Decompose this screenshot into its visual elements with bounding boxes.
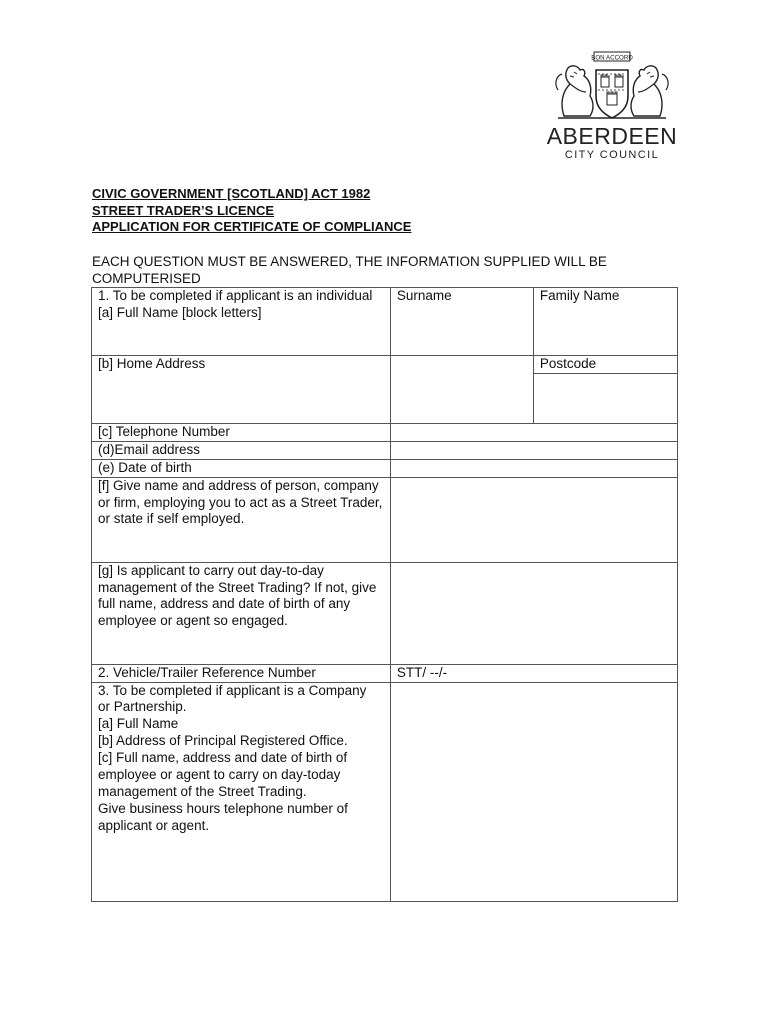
dob-label: (e) Date of birth: [98, 459, 192, 475]
telephone-label: [c] Telephone Number: [98, 423, 230, 439]
vehicle-reference-field[interactable]: [390, 664, 677, 682]
dob-label-cell: [92, 459, 391, 477]
home-address-field[interactable]: [390, 356, 533, 424]
vehicle-reference-value: STT/ --/-: [396, 664, 448, 680]
home-address-label: [b] Home Address: [98, 356, 206, 371]
table-row: [92, 423, 678, 441]
telephone-field[interactable]: [390, 423, 677, 441]
heading-licence: STREET TRADER’S LICENCE: [92, 202, 275, 218]
table-row: [92, 682, 678, 901]
dob-field[interactable]: [390, 459, 677, 477]
table-row: [92, 664, 678, 682]
q1-label-cell: [92, 288, 391, 356]
management-label-cell: [92, 562, 391, 664]
table-row: [92, 288, 678, 356]
heading-act: CIVIC GOVERNMENT [SCOTLAND] ACT 1982: [92, 186, 371, 201]
q3-line: [b] Address of Principal Registered Office.: [98, 733, 348, 749]
employer-label: [f] Give name and address of person, company or firm, employing you to act as a Street Trader, or state if self employed.: [98, 477, 383, 527]
home-address-label-cell: [92, 356, 391, 424]
q3-line: or Partnership.: [98, 699, 187, 715]
table-row: [92, 477, 678, 562]
surname-field[interactable]: [390, 288, 533, 356]
q1-label: 1. To be completed if applicant is an individual: [98, 288, 373, 303]
q1a-label: [a] Full Name [block letters]: [98, 304, 262, 320]
council-logo: [542, 50, 682, 168]
logo-name: ABERDEEN: [546, 123, 678, 149]
postcode-field[interactable]: [533, 373, 677, 423]
q3-line: Give business hours telephone number of applicant or agent.: [98, 800, 348, 833]
q3-line: [c] Full name, address and date of birth of employee or agent to carry on day-today management of the Street Trading.: [98, 750, 348, 799]
email-label-cell: [92, 441, 391, 459]
coat-of-arms-icon: [550, 50, 674, 124]
logo-motto: BON ACCORD: [591, 54, 633, 62]
q3-line: [a] Full Name: [98, 716, 179, 732]
table-row: [92, 562, 678, 664]
surname-label: Surname: [396, 288, 452, 303]
employer-field[interactable]: [390, 477, 677, 562]
vehicle-label: 2. Vehicle/Trailer Reference Number: [98, 664, 316, 680]
management-field[interactable]: [390, 562, 677, 664]
heading-application: APPLICATION FOR CERTIFICATE OF COMPLIANCE: [92, 219, 412, 234]
telephone-label-cell: [92, 423, 391, 441]
postcode-label: Postcode: [539, 356, 597, 371]
table-row: [92, 459, 678, 477]
company-label-cell: [92, 682, 391, 901]
application-form-table: [91, 287, 678, 902]
vehicle-label-cell: [92, 664, 391, 682]
management-label: [g] Is applicant to carry out day-to-day management of the Street Trading? If not, give full name, address and date of birth of any employee or agent so engaged.: [98, 562, 377, 629]
instructions-notice: EACH QUESTION MUST BE ANSWERED, THE INFORMATION SUPPLIED WILL BE COMPUTERISED: [92, 254, 607, 286]
family-name-field[interactable]: [533, 288, 677, 356]
postcode-label-cell: [533, 356, 677, 374]
email-field[interactable]: [390, 441, 677, 459]
q3-line: 3. To be completed if applicant is a Company: [98, 682, 367, 698]
table-row: [92, 356, 678, 374]
table-row: [92, 441, 678, 459]
email-label: (d)Email address: [98, 441, 201, 457]
document-headings: [92, 186, 692, 236]
family-name-label: Family Name: [539, 288, 620, 303]
company-details-field[interactable]: [390, 682, 677, 901]
employer-label-cell: [92, 477, 391, 562]
logo-subname: CITY COUNCIL: [564, 149, 660, 161]
